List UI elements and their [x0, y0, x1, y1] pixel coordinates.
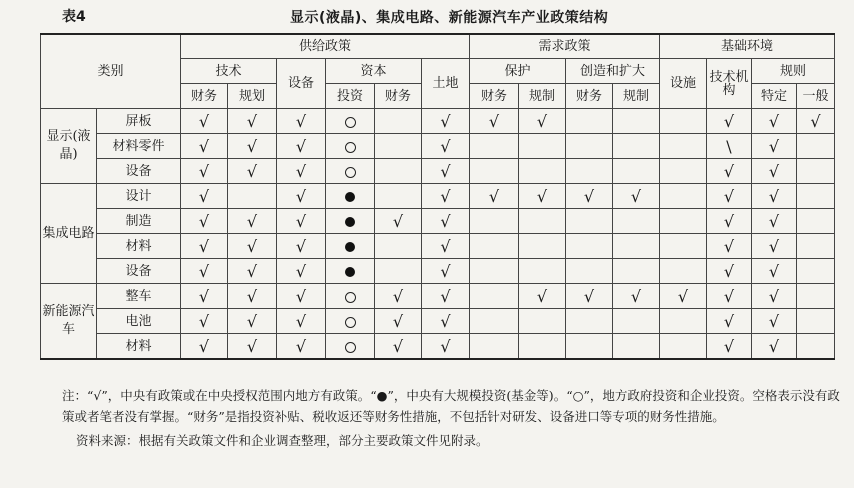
empty-cell: [519, 234, 566, 259]
policy-check-cell: √: [181, 334, 228, 360]
policy-cell: [326, 259, 375, 284]
policy-check-cell: √: [566, 184, 613, 209]
policy-check-cell: √: [752, 209, 797, 234]
policy-check-cell: √: [277, 309, 326, 334]
empty-cell: [470, 234, 519, 259]
policy-check-cell: √: [752, 284, 797, 309]
facility-header: 设施: [660, 59, 707, 109]
empty-cell: [519, 134, 566, 159]
table-row: [41, 209, 835, 234]
policy-check-cell: √: [707, 109, 752, 134]
policy-cell: [326, 109, 375, 134]
category-group-label: 新能源汽车: [41, 284, 97, 360]
create-rules-header: 规制: [613, 84, 660, 109]
hollow-circle-icon: [345, 117, 356, 128]
table-row: [41, 134, 835, 159]
policy-check-cell: √: [470, 109, 519, 134]
row-label: 整车: [97, 284, 181, 309]
policy-check-cell: √: [470, 184, 519, 209]
solid-dot-icon: [345, 192, 355, 202]
empty-cell: [660, 184, 707, 209]
tech-finance-header: 财务: [181, 84, 228, 109]
policy-check-cell: √: [707, 259, 752, 284]
policy-check-cell: √: [181, 209, 228, 234]
supply-policy-header: 供给政策: [181, 34, 470, 59]
policy-check-cell: √: [228, 159, 277, 184]
empty-cell: [660, 209, 707, 234]
policy-check-cell: √: [277, 334, 326, 360]
hollow-circle-icon: [345, 167, 356, 178]
empty-cell: [470, 334, 519, 360]
policy-check-cell: √: [422, 159, 470, 184]
empty-cell: [797, 309, 835, 334]
policy-check-cell: √: [519, 109, 566, 134]
table-row: [41, 309, 835, 334]
policy-check-cell: √: [375, 209, 422, 234]
row-label: 材料: [97, 234, 181, 259]
empty-cell: [566, 334, 613, 360]
regulation-header: 规则: [752, 59, 835, 84]
policy-check-cell: √: [181, 234, 228, 259]
empty-cell: [797, 209, 835, 234]
policy-check-cell: √: [277, 209, 326, 234]
policy-check-cell: √: [752, 309, 797, 334]
policy-check-cell: √: [181, 134, 228, 159]
empty-cell: [613, 259, 660, 284]
empty-cell: [613, 309, 660, 334]
policy-check-cell: √: [181, 284, 228, 309]
empty-cell: [375, 159, 422, 184]
empty-cell: [519, 309, 566, 334]
policy-check-cell: √: [181, 259, 228, 284]
policy-check-cell: √: [277, 259, 326, 284]
table-note: 注：“√”，中央有政策或在中央授权范围内地方有政策。“●”，中央有大规模投资(基金等)。“○”，地方政府投资和企业投资。空格表示没有政策或者笔者没有掌握。“财务”是指投资补贴、税收返还等财务性措施，不包括针对研发、设备进口等专项的财务性措施。: [62, 388, 840, 424]
policy-check-cell: \: [707, 134, 752, 159]
hollow-circle-icon: [345, 142, 356, 153]
policy-cell: [326, 309, 375, 334]
category-group-label: 显示(液晶): [41, 109, 97, 184]
create-expand-header: 创造和扩大: [566, 59, 660, 84]
empty-cell: [519, 259, 566, 284]
policy-check-cell: √: [613, 284, 660, 309]
policy-check-cell: √: [752, 159, 797, 184]
policy-check-cell: √: [181, 184, 228, 209]
empty-cell: [566, 109, 613, 134]
policy-check-cell: √: [277, 234, 326, 259]
policy-check-cell: √: [422, 209, 470, 234]
policy-check-cell: √: [752, 334, 797, 360]
protect-rules-header: 规制: [519, 84, 566, 109]
policy-cell: [326, 334, 375, 360]
empty-cell: [797, 284, 835, 309]
empty-cell: [660, 134, 707, 159]
empty-cell: [660, 159, 707, 184]
empty-cell: [660, 309, 707, 334]
policy-check-cell: √: [707, 284, 752, 309]
policy-check-cell: √: [422, 184, 470, 209]
row-label: 电池: [97, 309, 181, 334]
policy-check-cell: √: [752, 259, 797, 284]
demand-policy-header: 需求政策: [470, 34, 660, 59]
policy-check-cell: √: [228, 109, 277, 134]
empty-cell: [375, 259, 422, 284]
empty-cell: [375, 234, 422, 259]
empty-cell: [613, 109, 660, 134]
empty-cell: [519, 209, 566, 234]
empty-cell: [566, 134, 613, 159]
empty-cell: [613, 209, 660, 234]
policy-check-cell: √: [422, 259, 470, 284]
protect-finance-header: 财务: [470, 84, 519, 109]
policy-check-cell: √: [277, 184, 326, 209]
policy-cell: [326, 234, 375, 259]
empty-cell: [470, 309, 519, 334]
policy-check-cell: √: [228, 284, 277, 309]
empty-cell: [470, 284, 519, 309]
equipment-header: 设备: [277, 59, 326, 109]
policy-check-cell: √: [181, 159, 228, 184]
policy-check-cell: √: [228, 259, 277, 284]
policy-check-cell: √: [422, 334, 470, 360]
policy-cell: [326, 134, 375, 159]
empty-cell: [660, 259, 707, 284]
empty-cell: [613, 234, 660, 259]
empty-cell: [613, 334, 660, 360]
hollow-circle-icon: [345, 317, 356, 328]
empty-cell: [660, 234, 707, 259]
policy-check-cell: √: [519, 184, 566, 209]
empty-cell: [660, 109, 707, 134]
empty-cell: [566, 309, 613, 334]
empty-cell: [797, 234, 835, 259]
create-finance-header: 财务: [566, 84, 613, 109]
empty-cell: [566, 259, 613, 284]
policy-check-cell: √: [277, 134, 326, 159]
policy-check-cell: √: [660, 284, 707, 309]
policy-check-cell: √: [228, 309, 277, 334]
empty-cell: [375, 184, 422, 209]
empty-cell: [797, 184, 835, 209]
empty-cell: [470, 209, 519, 234]
empty-cell: [797, 259, 835, 284]
policy-check-cell: √: [707, 184, 752, 209]
policy-check-cell: √: [375, 334, 422, 360]
empty-cell: [797, 334, 835, 360]
empty-cell: [797, 159, 835, 184]
solid-dot-icon: [345, 242, 355, 252]
table-row: [41, 184, 835, 209]
row-label: 设备: [97, 259, 181, 284]
land-header: 土地: [422, 59, 470, 109]
hollow-circle-icon: [345, 342, 356, 353]
category-header: 类别: [41, 34, 181, 109]
policy-check-cell: √: [422, 284, 470, 309]
policy-cell: [326, 159, 375, 184]
header-row-1: [41, 34, 835, 59]
policy-check-cell: √: [228, 234, 277, 259]
policy-check-cell: √: [181, 309, 228, 334]
source-note: 资料来源：根据有关政策文件和企业调查整理，部分主要政策文件见附录。: [76, 433, 489, 448]
table-row: [41, 234, 835, 259]
policy-check-cell: √: [422, 134, 470, 159]
policy-check-cell: √: [797, 109, 835, 134]
policy-check-cell: √: [752, 184, 797, 209]
table-title: 显示(液晶)、集成电路、新能源汽车产业政策结构: [290, 10, 609, 26]
empty-cell: [228, 184, 277, 209]
policy-check-cell: √: [375, 309, 422, 334]
empty-cell: [797, 134, 835, 159]
tech-org-header: 技术机构: [707, 59, 752, 109]
category-group-label: 集成电路: [41, 184, 97, 284]
table-row: [41, 109, 835, 134]
empty-cell: [519, 334, 566, 360]
policy-table: [40, 33, 835, 360]
policy-check-cell: √: [277, 284, 326, 309]
policy-check-cell: √: [422, 309, 470, 334]
policy-check-cell: √: [277, 109, 326, 134]
policy-check-cell: √: [181, 109, 228, 134]
policy-check-cell: √: [375, 284, 422, 309]
hollow-circle-icon: [345, 292, 356, 303]
tech-planning-header: 规划: [228, 84, 277, 109]
row-label: 屏板: [97, 109, 181, 134]
base-environment-header: 基础环境: [660, 34, 835, 59]
table-label: 表4: [62, 9, 86, 25]
row-label: 设备: [97, 159, 181, 184]
policy-check-cell: √: [707, 234, 752, 259]
empty-cell: [375, 109, 422, 134]
table-row: [41, 334, 835, 360]
protect-header: 保护: [470, 59, 566, 84]
empty-cell: [566, 159, 613, 184]
general-rule-header: 一般: [797, 84, 835, 109]
policy-check-cell: √: [422, 109, 470, 134]
tech-header: 技术: [181, 59, 277, 84]
solid-dot-icon: [345, 267, 355, 277]
policy-check-cell: √: [422, 234, 470, 259]
specific-rule-header: 特定: [752, 84, 797, 109]
table-row: [41, 284, 835, 309]
policy-check-cell: √: [613, 184, 660, 209]
empty-cell: [660, 334, 707, 360]
row-label: 制造: [97, 209, 181, 234]
policy-check-cell: √: [752, 109, 797, 134]
policy-check-cell: √: [707, 159, 752, 184]
policy-check-cell: √: [228, 334, 277, 360]
empty-cell: [613, 134, 660, 159]
empty-cell: [566, 234, 613, 259]
row-label: 材料零件: [97, 134, 181, 159]
row-label: 材料: [97, 334, 181, 360]
capital-finance-header: 财务: [375, 84, 422, 109]
empty-cell: [566, 209, 613, 234]
empty-cell: [470, 159, 519, 184]
empty-cell: [470, 134, 519, 159]
policy-cell: [326, 209, 375, 234]
policy-check-cell: √: [707, 209, 752, 234]
empty-cell: [613, 159, 660, 184]
empty-cell: [519, 159, 566, 184]
policy-check-cell: √: [707, 309, 752, 334]
table-row: [41, 259, 835, 284]
policy-check-cell: √: [519, 284, 566, 309]
policy-check-cell: √: [228, 134, 277, 159]
policy-check-cell: √: [752, 134, 797, 159]
policy-check-cell: √: [707, 334, 752, 360]
solid-dot-icon: [345, 217, 355, 227]
policy-cell: [326, 184, 375, 209]
empty-cell: [470, 259, 519, 284]
empty-cell: [375, 134, 422, 159]
capital-header: 资本: [326, 59, 422, 84]
policy-check-cell: √: [566, 284, 613, 309]
capital-invest-header: 投资: [326, 84, 375, 109]
table-row: [41, 159, 835, 184]
row-label: 设计: [97, 184, 181, 209]
policy-check-cell: √: [228, 209, 277, 234]
policy-check-cell: √: [277, 159, 326, 184]
policy-check-cell: √: [752, 234, 797, 259]
policy-cell: [326, 284, 375, 309]
